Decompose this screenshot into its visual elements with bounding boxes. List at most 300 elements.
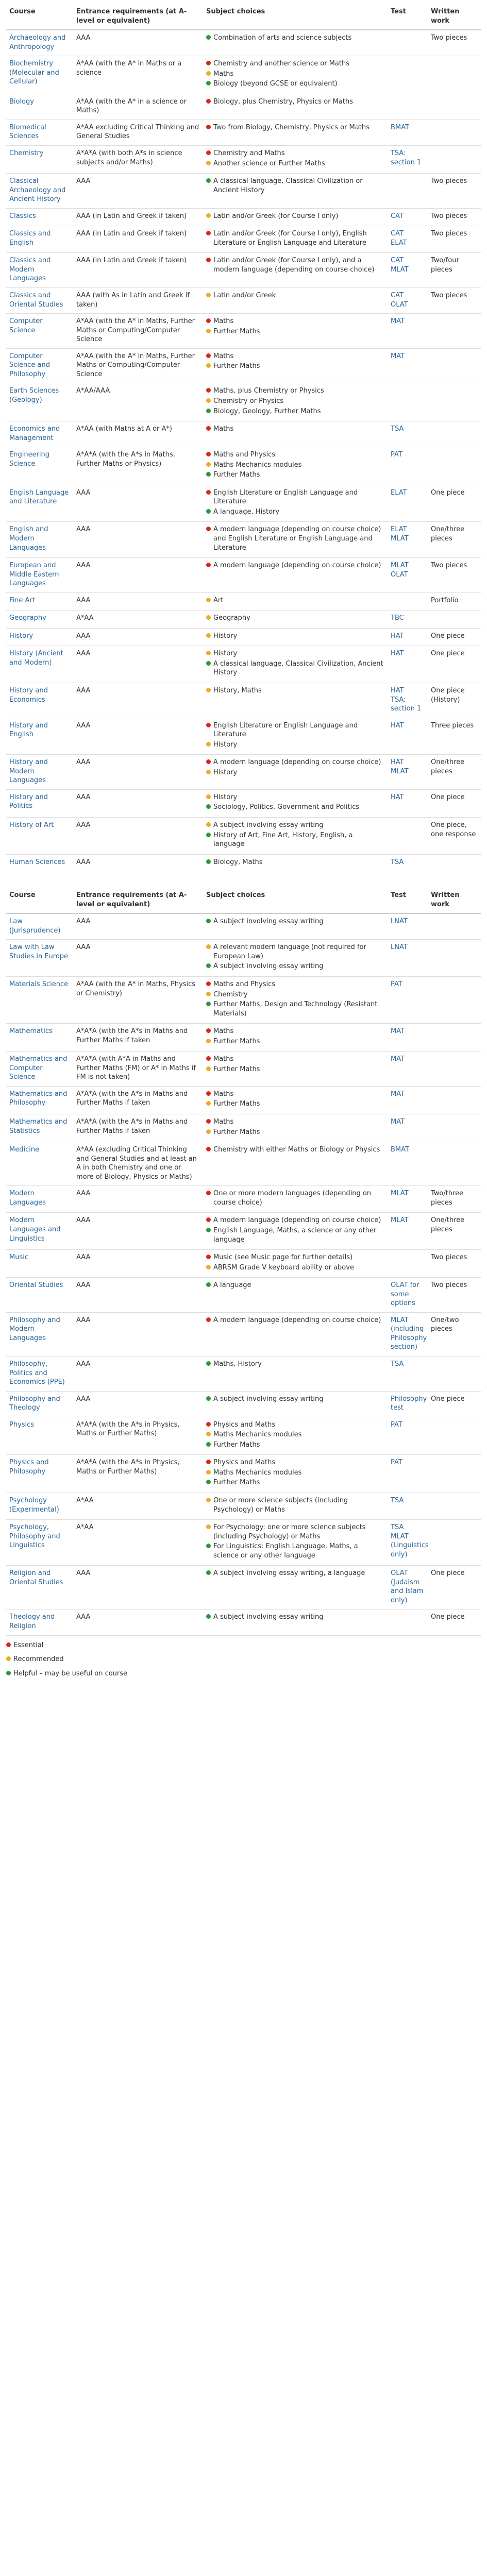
requirements-cell: A*AA (with the A* in Maths, Further Maths or Computing/Computer Science xyxy=(73,348,203,383)
test-link[interactable]: TSA xyxy=(391,1496,404,1504)
course-cell xyxy=(6,1566,73,1609)
subject-item xyxy=(206,327,384,336)
subjects-cell xyxy=(203,174,388,209)
course-link[interactable]: History and Politics xyxy=(9,793,48,810)
subject-item xyxy=(206,470,384,480)
written-work-cell xyxy=(428,146,481,174)
subjects-cell xyxy=(203,854,388,872)
status-red-dot-icon xyxy=(206,1217,211,1222)
subject-item xyxy=(206,962,384,971)
status-green-dot-icon xyxy=(206,509,211,514)
test-link[interactable]: ELAT xyxy=(391,239,407,247)
course-link[interactable]: History (Ancient and Modern) xyxy=(9,650,63,667)
test-link[interactable]: PAT xyxy=(391,451,402,459)
status-amber-dot-icon xyxy=(206,1432,211,1436)
test-cell xyxy=(388,818,428,855)
subject-text: Biology, Geology, Further Maths xyxy=(213,407,321,415)
written-work-cell: Two pieces xyxy=(428,558,481,593)
status-red-dot-icon xyxy=(206,1317,211,1322)
status-amber-dot-icon xyxy=(206,1101,211,1106)
course-link[interactable]: Classics xyxy=(9,212,36,220)
course-link[interactable]: Mathematics and Philosophy xyxy=(9,1090,68,1107)
subject-item xyxy=(206,461,384,470)
written-work-cell xyxy=(428,314,481,349)
test-link[interactable]: MAT xyxy=(391,317,405,326)
status-amber-dot-icon xyxy=(206,293,211,297)
subjects-cell xyxy=(203,611,388,629)
table-row xyxy=(6,646,481,683)
requirements-cell: A*AA (with the A* in Maths or a science xyxy=(73,56,203,94)
course-link[interactable]: Psychology, Philosophy and Linguistics xyxy=(9,1523,60,1550)
subject-text: Maths xyxy=(213,317,234,326)
status-red-dot-icon xyxy=(206,1255,211,1259)
test-link[interactable]: BMAT xyxy=(391,123,409,131)
test-link[interactable]: BMAT xyxy=(391,1146,409,1154)
written-work-cell: Two pieces xyxy=(428,30,481,56)
written-work-cell: One piece xyxy=(428,1566,481,1609)
test-link[interactable]: PAT xyxy=(391,980,402,989)
subject-item xyxy=(206,1090,384,1099)
test-link[interactable]: TSA xyxy=(391,425,404,433)
course-link[interactable]: Philosophy and Modern Languages xyxy=(9,1316,60,1342)
status-amber-dot-icon xyxy=(206,363,211,368)
test-cell xyxy=(388,1086,428,1114)
table-row xyxy=(6,1024,481,1052)
written-work-cell xyxy=(428,56,481,94)
test-cell xyxy=(388,383,428,421)
subject-item xyxy=(206,1468,384,1478)
status-green-dot-icon xyxy=(206,472,211,477)
test-link[interactable]: HAT xyxy=(391,686,404,694)
course-link[interactable]: Economics and Management xyxy=(9,425,60,442)
test-cell xyxy=(388,1052,428,1087)
subject-item xyxy=(206,1430,384,1439)
course-link[interactable]: Classics and Oriental Studies xyxy=(9,292,63,309)
test-link[interactable]: CAT xyxy=(391,257,404,265)
status-red-dot-icon xyxy=(206,353,211,358)
table-row xyxy=(6,30,481,56)
subject-text: Further Maths xyxy=(213,1128,260,1136)
course-link[interactable]: Physics and Philosophy xyxy=(9,1459,49,1476)
subjects-cell xyxy=(203,1493,388,1519)
course-link[interactable]: Philosophy, Politics and Economics (PPE) xyxy=(9,1360,65,1386)
subject-item xyxy=(206,1145,384,1155)
requirements-cell: AAA (in Latin and Greek if taken) xyxy=(73,226,203,253)
table-row xyxy=(6,94,481,120)
course-cell xyxy=(6,1455,73,1493)
test-link[interactable]: CAT xyxy=(391,292,404,300)
test-link[interactable]: PAT xyxy=(391,1420,402,1429)
course-link[interactable]: History and Modern Languages xyxy=(9,758,48,785)
course-link[interactable]: History of Art xyxy=(9,821,54,829)
written-work-cell: One/three pieces xyxy=(428,522,481,558)
subjects-cell xyxy=(203,447,388,485)
test-link[interactable]: OLAT xyxy=(391,570,408,579)
subjects-cell xyxy=(203,592,388,611)
subject-text: A subject involving essay writing xyxy=(213,821,324,829)
written-work-cell: One/two pieces xyxy=(428,1312,481,1356)
status-red-dot-icon xyxy=(206,563,211,567)
course-link[interactable]: Law (Jurisprudence) xyxy=(9,918,61,935)
status-red-dot-icon xyxy=(206,61,211,65)
test-link[interactable]: HAT xyxy=(391,758,404,767)
requirements-cell: A*A*A (with the A*s in Maths and Further Maths if taken xyxy=(73,1114,203,1142)
subjects-cell xyxy=(203,1052,388,1087)
test-cell xyxy=(388,226,428,253)
subject-item xyxy=(206,79,384,89)
subject-text: One or more modern languages (depending on course choice) xyxy=(213,1190,372,1207)
written-work-cell: One piece (History) xyxy=(428,683,481,718)
table-row xyxy=(6,1391,481,1417)
written-work-cell: Two/four pieces xyxy=(428,253,481,288)
requirements-cell: AAA xyxy=(73,174,203,209)
course-cell xyxy=(6,485,73,522)
subject-item xyxy=(206,507,384,517)
table-header xyxy=(6,4,481,30)
subject-text: Further Maths xyxy=(213,471,260,479)
table-row xyxy=(6,683,481,718)
subject-text: Two from Biology, Chemistry, Physics or Maths xyxy=(213,123,370,131)
subjects-cell xyxy=(203,1391,388,1417)
test-cell xyxy=(388,1142,428,1186)
test-link[interactable]: HAT xyxy=(391,632,404,640)
written-work-cell: One piece xyxy=(428,1391,481,1417)
course-link[interactable]: Mathematics xyxy=(9,1027,53,1036)
subject-text: A modern language (depending on course choice) xyxy=(213,562,381,570)
course-link[interactable]: Mathematics and Computer Science xyxy=(9,1055,68,1081)
status-red-dot-icon xyxy=(206,1056,211,1061)
written-work-cell: One/three pieces xyxy=(428,1213,481,1250)
course-cell xyxy=(6,522,73,558)
subject-item xyxy=(206,793,384,802)
test-cell xyxy=(388,611,428,629)
written-work-cell xyxy=(428,977,481,1024)
subject-item xyxy=(206,1478,384,1487)
test-link[interactable]: TSA xyxy=(391,858,404,866)
test-link[interactable]: LNAT xyxy=(391,918,408,926)
written-work-cell xyxy=(428,1024,481,1052)
course-link[interactable]: Theology and Religion xyxy=(9,1613,55,1630)
test-cell xyxy=(388,1566,428,1609)
subject-item xyxy=(206,123,384,132)
subject-item xyxy=(206,1226,384,1244)
course-link[interactable]: Biomedical Sciences xyxy=(9,123,46,141)
header-test: Test xyxy=(388,4,428,30)
subject-item xyxy=(206,632,384,641)
course-cell xyxy=(6,1312,73,1356)
requirements-cell: AAA xyxy=(73,818,203,855)
course-link[interactable]: Earth Sciences (Geology) xyxy=(9,387,59,404)
table-row xyxy=(6,253,481,288)
status-red-dot-icon xyxy=(206,150,211,155)
written-work-cell: One piece xyxy=(428,628,481,646)
status-red-dot-icon xyxy=(206,723,211,727)
test-cell xyxy=(388,348,428,383)
course-link[interactable]: Physics xyxy=(9,1420,35,1429)
course-cell xyxy=(6,718,73,755)
subject-text: English Literature or English Language and Literature xyxy=(213,488,358,506)
test-link[interactable]: ELAT xyxy=(391,488,407,497)
requirements-cell: AAA (with As in Latin and Greek if taken) xyxy=(73,288,203,314)
course-link[interactable]: Human Sciences xyxy=(9,858,65,866)
course-link[interactable]: Computer Science xyxy=(9,317,43,334)
status-green-dot-icon xyxy=(206,963,211,968)
subject-item xyxy=(206,1117,384,1127)
test-link[interactable]: MLAT xyxy=(391,265,409,274)
legend-amber-dot-icon xyxy=(6,1656,11,1661)
course-cell xyxy=(6,683,73,718)
header-course: Course xyxy=(6,4,73,30)
test-cell xyxy=(388,755,428,790)
course-cell xyxy=(6,940,73,977)
table-row xyxy=(6,421,481,447)
table-row xyxy=(6,1052,481,1087)
subject-item xyxy=(206,212,384,221)
course-link[interactable]: Philosophy and Theology xyxy=(9,1395,60,1412)
course-link[interactable]: Music xyxy=(9,1253,28,1262)
course-link[interactable]: Geography xyxy=(9,614,46,622)
status-amber-dot-icon xyxy=(206,398,211,403)
test-link[interactable]: HAT xyxy=(391,793,404,801)
course-link[interactable]: Biology xyxy=(9,97,34,106)
subject-text: History xyxy=(213,740,238,749)
subject-text: Music (see Music page for further details) xyxy=(213,1253,353,1262)
subject-text: Maths Mechanics modules xyxy=(213,461,302,469)
subject-item xyxy=(206,425,384,434)
test-link[interactable]: CAT xyxy=(391,212,404,220)
test-link[interactable]: HAT xyxy=(391,650,404,658)
course-link[interactable]: English and Modern Languages xyxy=(9,526,48,552)
requirements-cell: A*A*A (with the A*s in Maths, Further Maths or Physics) xyxy=(73,447,203,485)
test-cell xyxy=(388,485,428,522)
course-link[interactable]: European and Middle Eastern Languages xyxy=(9,562,59,588)
status-green-dot-icon xyxy=(206,1361,211,1366)
course-cell xyxy=(6,1493,73,1519)
status-red-dot-icon xyxy=(206,231,211,235)
subject-text: Maths xyxy=(213,1090,234,1098)
written-work-cell xyxy=(428,1086,481,1114)
courses-table-1 xyxy=(6,4,481,872)
status-amber-dot-icon xyxy=(206,615,211,620)
subject-item xyxy=(206,980,384,989)
course-link[interactable]: Computer Science and Philosophy xyxy=(9,352,50,378)
subjects-cell xyxy=(203,226,388,253)
test-cell xyxy=(388,1278,428,1313)
subject-item xyxy=(206,990,384,999)
legend-item xyxy=(6,1655,481,1664)
requirements-cell: A*AA (with Maths at A or A*) xyxy=(73,421,203,447)
test-link[interactable]: CAT xyxy=(391,230,404,238)
course-link[interactable]: Materials Science xyxy=(9,980,69,989)
course-link[interactable]: Medicine xyxy=(9,1146,40,1154)
test-cell xyxy=(388,1455,428,1493)
test-link[interactable]: TSA: section 1 xyxy=(391,149,422,166)
requirements-cell: AAA xyxy=(73,913,203,940)
test-link[interactable]: Philosophy test xyxy=(391,1395,427,1412)
test-link[interactable]: ELAT xyxy=(391,526,407,534)
status-red-dot-icon xyxy=(206,490,211,495)
table-row xyxy=(6,1566,481,1609)
subject-item xyxy=(206,659,384,677)
test-link[interactable]: TSA: section 1 xyxy=(391,696,422,713)
course-link[interactable]: Classics and Modern Languages xyxy=(9,257,51,283)
table-row xyxy=(6,226,481,253)
test-link[interactable]: OLAT for some options xyxy=(391,1281,419,1308)
status-amber-dot-icon xyxy=(206,1129,211,1134)
course-cell xyxy=(6,1142,73,1186)
status-red-dot-icon xyxy=(206,388,211,393)
course-link[interactable]: Mathematics and Statistics xyxy=(9,1118,68,1135)
subject-item xyxy=(206,758,384,767)
subject-text: Maths xyxy=(213,1118,234,1126)
subject-text: Chemistry and Maths xyxy=(213,149,285,158)
course-link[interactable]: History xyxy=(9,632,33,640)
test-link[interactable]: MAT xyxy=(391,1090,405,1098)
status-green-dot-icon xyxy=(206,1282,211,1287)
test-cell xyxy=(388,146,428,174)
table-row xyxy=(6,940,481,977)
table-row xyxy=(6,611,481,629)
course-link[interactable]: Religion and Oriental Studies xyxy=(9,1569,63,1586)
test-link[interactable]: MAT xyxy=(391,1118,405,1126)
test-cell xyxy=(388,940,428,977)
test-cell xyxy=(388,558,428,593)
status-amber-dot-icon xyxy=(206,1039,211,1043)
subject-item xyxy=(206,1420,384,1430)
table-row xyxy=(6,1114,481,1142)
test-link[interactable]: MLAT xyxy=(391,562,409,570)
subjects-cell xyxy=(203,1114,388,1142)
subject-item xyxy=(206,1569,384,1578)
course-link[interactable]: History and English xyxy=(9,721,48,739)
test-cell xyxy=(388,56,428,94)
written-work-cell xyxy=(428,1520,481,1566)
test-link[interactable]: LNAT xyxy=(391,943,408,952)
course-link[interactable]: Engineering Science xyxy=(9,451,49,468)
subjects-cell xyxy=(203,646,388,683)
subject-item xyxy=(206,386,384,396)
test-link[interactable]: MLAT xyxy=(391,767,409,775)
requirements-cell: A*A*A (with the A*s in Maths and Further Maths if taken xyxy=(73,1024,203,1052)
subjects-cell xyxy=(203,348,388,383)
requirements-cell: A*A*A (with the A*s in Physics, Maths or Further Maths) xyxy=(73,1455,203,1493)
course-cell xyxy=(6,646,73,683)
subjects-cell xyxy=(203,1086,388,1114)
requirements-cell: AAA xyxy=(73,1250,203,1278)
status-amber-dot-icon xyxy=(206,598,211,602)
status-green-dot-icon xyxy=(206,859,211,864)
test-link[interactable]: MLAT (Linguistics only) xyxy=(391,1532,429,1558)
subject-text: For Linguistics: English Language, Maths, a science or any other language xyxy=(213,1543,358,1560)
status-amber-dot-icon xyxy=(206,462,211,467)
written-work-cell: One piece xyxy=(428,485,481,522)
subject-text: Latin and/or Greek (for Course I only), English Literature or English Language and Literature xyxy=(213,230,367,247)
course-link[interactable]: Oriental Studies xyxy=(9,1281,63,1290)
subject-item xyxy=(206,256,384,274)
test-link[interactable]: TSA xyxy=(391,1523,404,1532)
course-cell xyxy=(6,447,73,485)
requirements-cell: AAA xyxy=(73,1356,203,1391)
legend-label: Helpful – may be useful on course xyxy=(13,1669,128,1677)
course-link[interactable]: Classical Archaeology and Ancient History xyxy=(9,177,66,204)
test-link[interactable]: MLAT xyxy=(391,1216,409,1225)
course-link[interactable]: English Language and Literature xyxy=(9,488,69,506)
test-link[interactable]: TSA xyxy=(391,1360,404,1368)
course-link[interactable]: Biochemistry (Molecular and Cellular) xyxy=(9,60,59,86)
test-link[interactable]: MLAT xyxy=(391,1190,409,1198)
table-row xyxy=(6,522,481,558)
table-row xyxy=(6,628,481,646)
requirements-cell: AAA xyxy=(73,558,203,593)
written-work-cell: One piece xyxy=(428,646,481,683)
status-amber-dot-icon xyxy=(206,822,211,827)
course-link[interactable]: Classics and English xyxy=(9,230,51,247)
subject-item xyxy=(206,1055,384,1064)
course-cell xyxy=(6,628,73,646)
status-green-dot-icon xyxy=(206,1544,211,1548)
subject-item xyxy=(206,858,384,867)
test-cell xyxy=(388,977,428,1024)
test-link[interactable]: MLAT (including Philosophy section) xyxy=(391,1316,427,1351)
header-written: Written work xyxy=(428,888,481,913)
table-row xyxy=(6,288,481,314)
requirements-cell: A*A*A (with the A*s in Maths and Further Maths if taken xyxy=(73,1086,203,1114)
written-work-cell xyxy=(428,611,481,629)
course-link[interactable]: Modern Languages xyxy=(9,1190,46,1207)
subjects-cell xyxy=(203,628,388,646)
written-work-cell xyxy=(428,1052,481,1087)
written-work-cell: Two pieces xyxy=(428,174,481,209)
course-cell xyxy=(6,1520,73,1566)
course-link[interactable]: Psychology (Experimental) xyxy=(9,1496,59,1514)
written-work-cell xyxy=(428,1455,481,1493)
status-green-dot-icon xyxy=(206,1480,211,1484)
subject-item xyxy=(206,1542,384,1560)
test-link[interactable]: HAT xyxy=(391,721,404,730)
test-cell xyxy=(388,421,428,447)
subjects-cell xyxy=(203,1566,388,1609)
test-link[interactable]: PAT xyxy=(391,1459,402,1467)
table-row xyxy=(6,146,481,174)
course-link[interactable]: Archaeology and Anthropology xyxy=(9,34,66,51)
test-link[interactable]: MAT xyxy=(391,1055,405,1063)
course-cell xyxy=(6,120,73,145)
subject-text: One or more science subjects (including Psychology) or Maths xyxy=(213,1496,348,1514)
test-link[interactable]: MAT xyxy=(391,1027,405,1036)
subject-text: For Psychology: one or more science subjects (including Psychology) or Maths xyxy=(213,1523,366,1540)
course-link[interactable]: History and Economics xyxy=(9,686,48,704)
status-red-dot-icon xyxy=(206,318,211,323)
subject-text: A classical language, Classical Civilization, Ancient History xyxy=(213,659,383,677)
course-link[interactable]: Modern Languages and Linguistics xyxy=(9,1216,61,1243)
test-link[interactable]: MAT xyxy=(391,352,405,360)
requirements-cell: AAA xyxy=(73,1186,203,1213)
written-work-cell: Two pieces xyxy=(428,1278,481,1313)
course-link[interactable]: Fine Art xyxy=(9,596,35,604)
course-link[interactable]: Chemistry xyxy=(9,149,44,158)
status-red-dot-icon xyxy=(206,527,211,531)
written-work-cell xyxy=(428,383,481,421)
status-red-dot-icon xyxy=(206,125,211,129)
test-link[interactable]: OLAT xyxy=(391,300,408,309)
header-course: Course xyxy=(6,888,73,913)
test-link[interactable]: TBC xyxy=(391,614,404,622)
test-link[interactable]: MLAT xyxy=(391,534,409,543)
subjects-cell xyxy=(203,913,388,940)
course-cell xyxy=(6,1086,73,1114)
test-link[interactable]: OLAT (Judaism and Islam only) xyxy=(391,1569,424,1604)
course-link[interactable]: Law with Law Studies in Europe xyxy=(9,943,69,960)
